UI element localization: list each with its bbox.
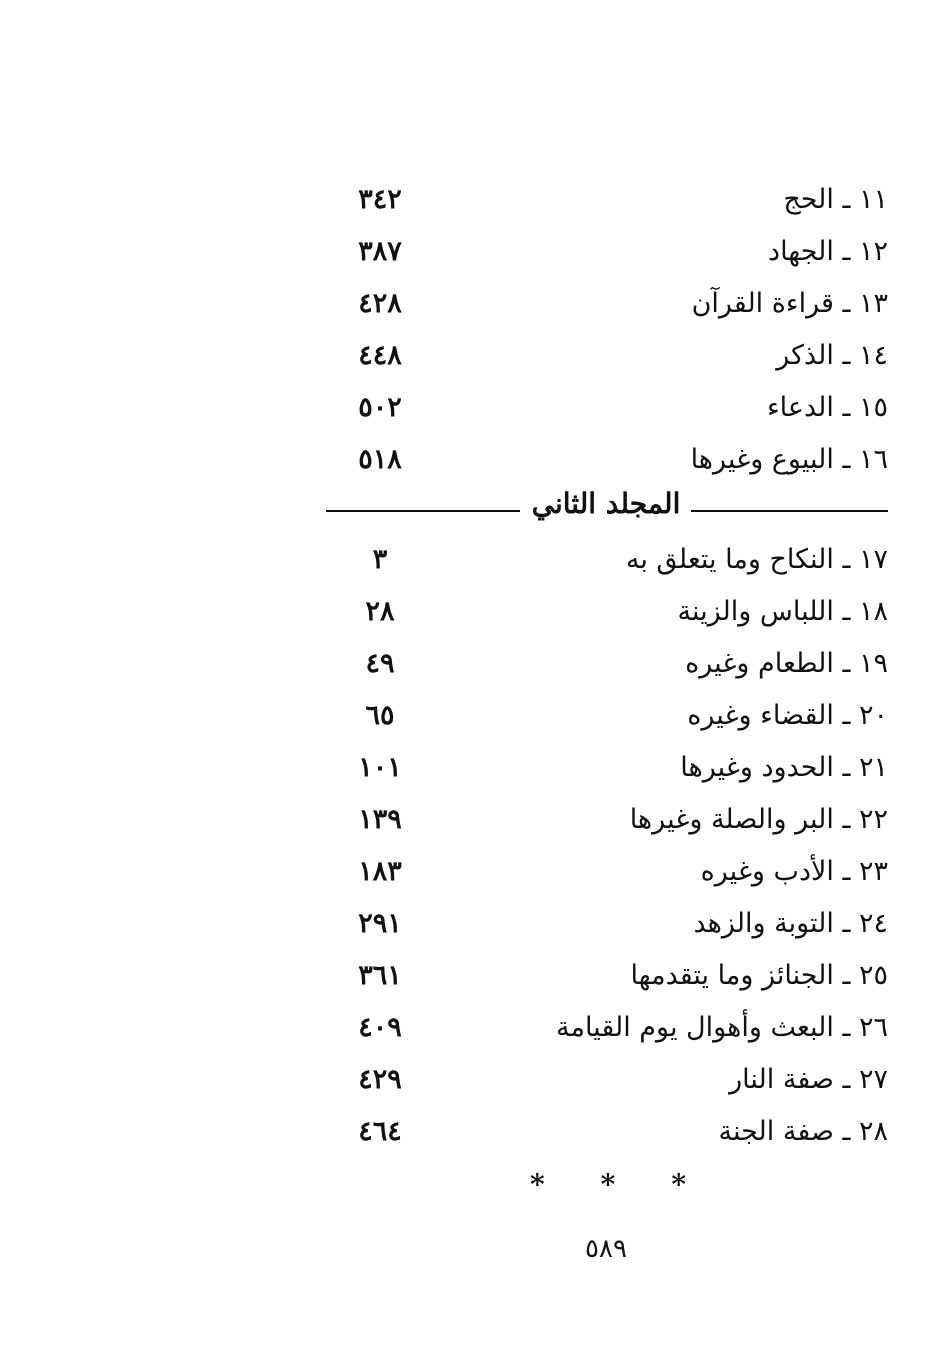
toc-entry-page: ١٣٩ bbox=[358, 804, 402, 835]
toc-entry bbox=[320, 802, 888, 854]
toc-entry-page: ١٠١ bbox=[358, 752, 402, 783]
toc-entry bbox=[320, 182, 888, 234]
toc-entry-title: ١٢ ـ الجهاد bbox=[768, 236, 888, 267]
ornament-star: * bbox=[530, 1168, 545, 1201]
toc-entry bbox=[320, 1010, 888, 1062]
toc-entry-title: ١٣ ـ قراءة القرآن bbox=[691, 288, 888, 319]
toc-entry bbox=[320, 750, 888, 802]
toc-entry-title: ١٨ ـ اللباس والزينة bbox=[677, 596, 888, 627]
toc-entry-title: ١٧ ـ النكاح وما يتعلق به bbox=[625, 544, 888, 575]
toc-entry bbox=[320, 542, 888, 594]
toc-entry-title: ٢٥ ـ الجنائز وما يتقدمها bbox=[630, 960, 888, 991]
toc-entry-page: ٤٦٤ bbox=[358, 1116, 402, 1147]
toc-entry-title: ١٩ ـ الطعام وغيره bbox=[685, 648, 888, 679]
toc-entry-title: ١٥ ـ الدعاء bbox=[766, 392, 888, 423]
toc-entry-page: ٤٤٨ bbox=[358, 340, 402, 371]
toc-entry-title: ٢١ ـ الحدود وغيرها bbox=[680, 752, 888, 783]
toc-entry-title: ٢٨ ـ صفة الجنة bbox=[718, 1116, 888, 1147]
toc-entry-title: ٢٦ ـ البعث وأهوال يوم القيامة bbox=[556, 1012, 888, 1043]
toc-entry-page: ٣٨٧ bbox=[358, 236, 402, 267]
toc-entry-title: ٢٠ ـ القضاء وغيره bbox=[687, 700, 888, 731]
page-number: ٥٨٩ bbox=[585, 1234, 627, 1264]
toc-entry-title: ٢٧ ـ صفة النار bbox=[729, 1064, 888, 1095]
toc-entry-page: ٤٠٩ bbox=[358, 1012, 402, 1043]
toc-entry-page: ٦٥ bbox=[365, 700, 395, 731]
toc-entry bbox=[320, 854, 888, 906]
toc-entry-title: ٢٤ ـ التوبة والزهد bbox=[693, 908, 888, 939]
toc-entry-title: ٢٢ ـ البر والصلة وغيرها bbox=[629, 804, 888, 835]
toc-entry bbox=[320, 646, 888, 698]
divider-rule-right bbox=[691, 510, 888, 512]
toc-entry-page: ٤٩ bbox=[365, 648, 395, 679]
toc-entry-title: ١٦ ـ البيوع وغيرها bbox=[690, 444, 888, 475]
toc-entry-page: ٤٢٨ bbox=[358, 288, 402, 319]
toc-entry-page: ٣ bbox=[372, 544, 388, 575]
toc-entry-page: ٤٢٩ bbox=[358, 1064, 402, 1095]
toc-entry-page: ٣٤٢ bbox=[358, 184, 402, 215]
toc-entry-title: ١١ ـ الحج bbox=[783, 184, 888, 215]
toc-entry bbox=[320, 1114, 888, 1166]
section-end-ornament bbox=[530, 1168, 686, 1202]
ornament-star: * bbox=[671, 1168, 686, 1201]
divider-rule-left bbox=[326, 510, 520, 512]
toc-entry-title: ٢٣ ـ الأدب وغيره bbox=[700, 856, 888, 887]
toc-entry-title: ١٤ ـ الذكر bbox=[776, 340, 888, 371]
ornament-star: * bbox=[600, 1168, 616, 1201]
volume-two-heading: المجلد الثاني bbox=[531, 487, 681, 520]
toc-entry bbox=[320, 594, 888, 646]
toc-entry bbox=[320, 906, 888, 958]
toc-entry bbox=[320, 698, 888, 750]
toc-entry-page: ٥٠٢ bbox=[358, 392, 402, 423]
toc-entry bbox=[320, 286, 888, 338]
toc-entry-page: ١٨٣ bbox=[358, 856, 402, 887]
toc-entry-page: ٣٦١ bbox=[358, 960, 402, 991]
toc-entry bbox=[320, 338, 888, 390]
toc-entry-page: ٢٩١ bbox=[358, 908, 402, 939]
toc-section-volume-one bbox=[320, 182, 888, 494]
toc-entry-page: ٢٨ bbox=[365, 596, 395, 627]
toc-entry bbox=[320, 958, 888, 1010]
toc-entry bbox=[320, 234, 888, 286]
toc-entry-page: ٥١٨ bbox=[358, 444, 402, 475]
toc-entry bbox=[320, 1062, 888, 1114]
toc-section-volume-two bbox=[320, 542, 888, 1166]
volume-divider bbox=[326, 483, 888, 523]
toc-entry bbox=[320, 390, 888, 442]
